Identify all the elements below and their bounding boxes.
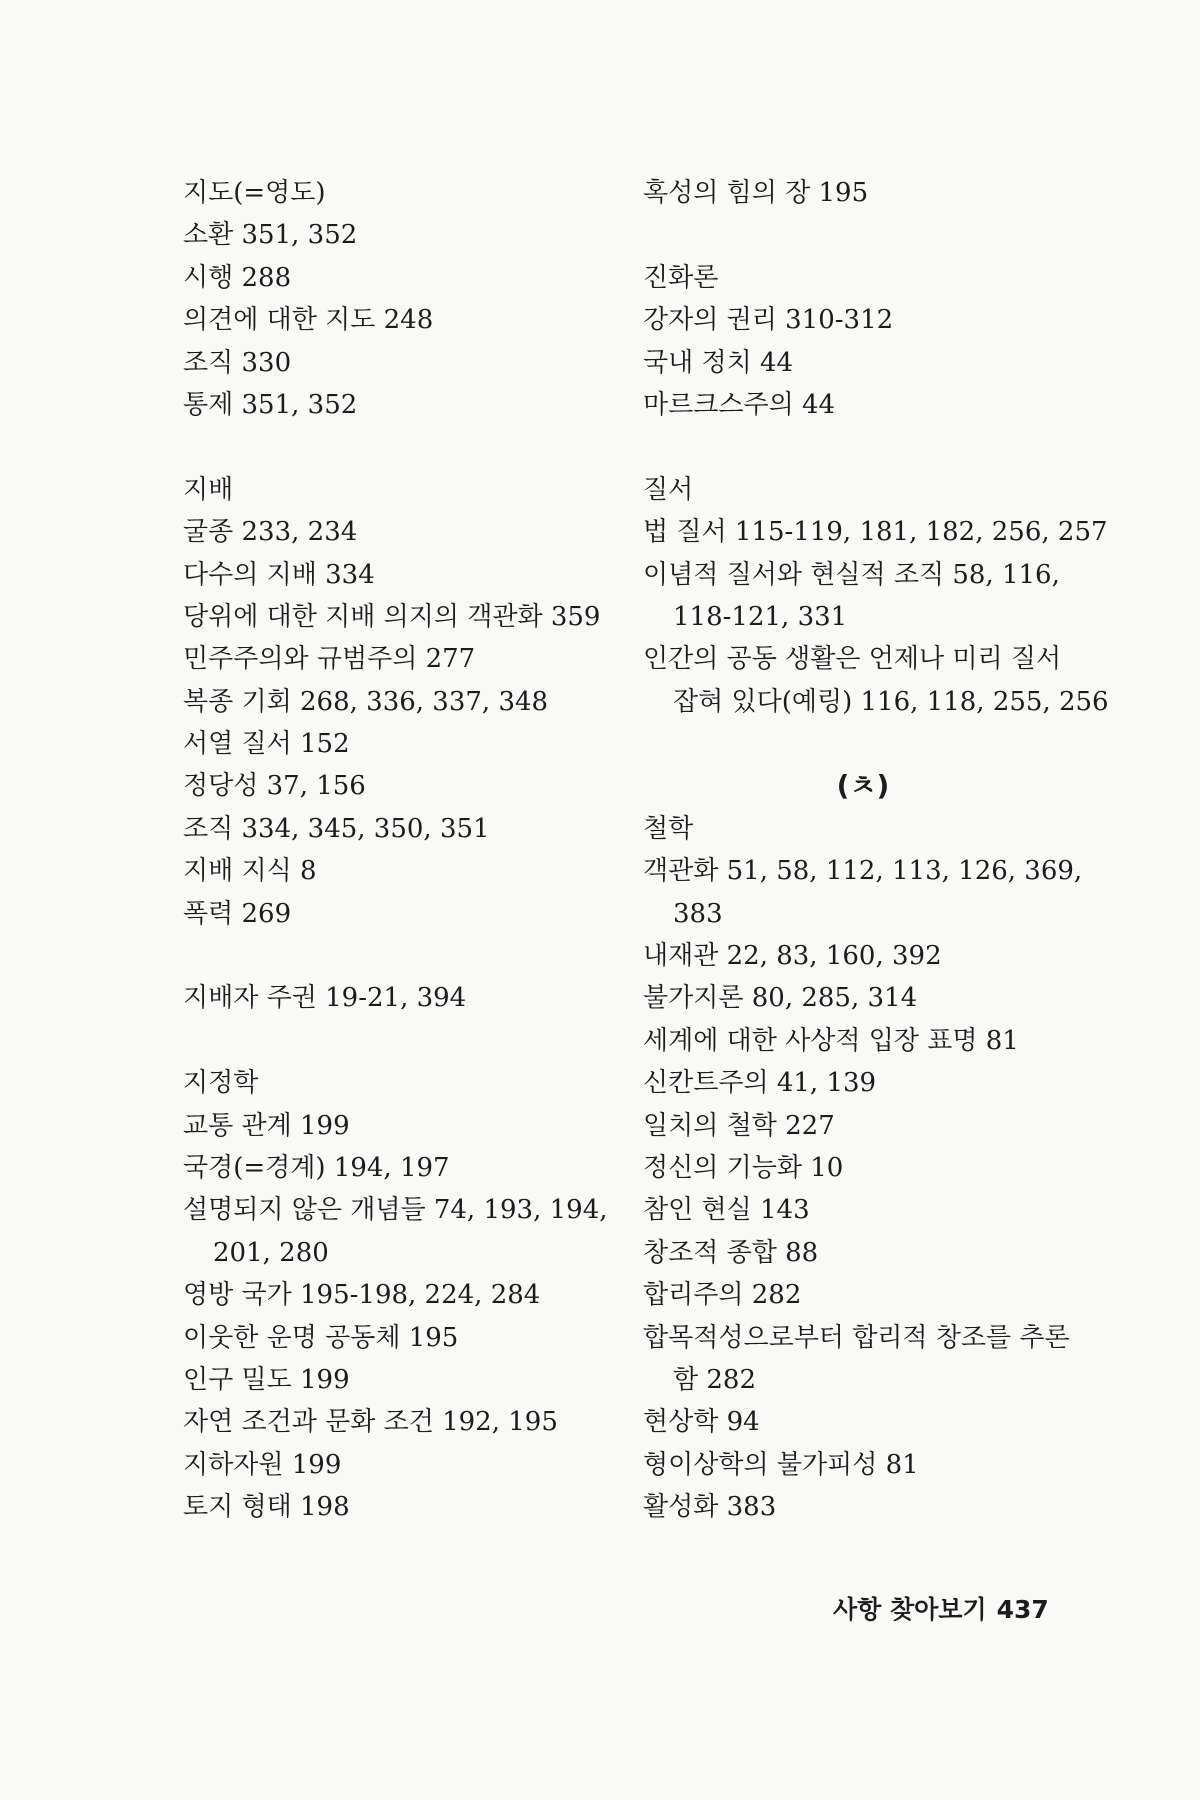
index-entry: 토지 형태 198 [183, 1492, 350, 1523]
index-heading: 지정학 [183, 1068, 259, 1099]
index-entry: 합리주의 282 [643, 1280, 802, 1311]
index-column-right [643, 172, 1109, 1529]
index-entry: 의견에 대한 지도 248 [183, 305, 434, 336]
index-entry: 교통 관계 199 [183, 1110, 350, 1141]
index-heading: 진화론 [643, 262, 719, 293]
index-entry-continuation: 잡혀 있다(예링) 116, 118, 255, 256 [673, 686, 1109, 717]
index-entry: 창조적 종합 88 [643, 1237, 819, 1268]
index-entry: 합목적성으로부터 합리적 창조를 추론 [643, 1322, 1070, 1353]
index-entry: 마르크스주의 44 [643, 389, 836, 420]
index-entry: 영방 국가 195-198, 224, 284 [183, 1280, 541, 1311]
index-entry: 일치의 철학 227 [643, 1110, 835, 1141]
index-entry: 인구 밀도 199 [183, 1364, 350, 1395]
index-entry-continuation: 118-121, 331 [673, 601, 848, 632]
index-entry: 객관화 51, 58, 112, 113, 126, 369, [643, 856, 1083, 887]
index-heading: 철학 [643, 813, 694, 844]
index-entry: 다수의 지배 334 [183, 559, 375, 590]
spacer [643, 723, 1083, 765]
index-heading: 질서 [643, 474, 694, 505]
index-column-left [183, 172, 623, 1529]
index-entry: 이웃한 운명 공동체 195 [183, 1322, 459, 1353]
index-entry: 당위에 대한 지배 의지의 객관화 359 [183, 601, 601, 632]
index-entry: 조직 334, 345, 350, 351 [183, 813, 490, 844]
footer-title: 사항 찾아보기 [833, 1595, 987, 1624]
index-entry: 지하자원 199 [183, 1449, 342, 1480]
index-entry: 폭력 269 [183, 898, 292, 929]
index-entry: 활성화 383 [643, 1492, 777, 1523]
page-number: 437 [996, 1595, 1049, 1624]
index-entry: 법 질서 115-119, 181, 182, 256, 257 [643, 517, 1108, 548]
index-entry: 조직 330 [183, 347, 292, 378]
index-entry: 소환 351, 352 [183, 220, 358, 251]
index-entry: 민주주의와 규범주의 277 [183, 644, 476, 675]
spacer [643, 214, 1083, 256]
spacer [183, 426, 623, 468]
index-entry-continuation: 201, 280 [213, 1237, 329, 1268]
index-entry: 정당성 37, 156 [183, 771, 366, 802]
index-entry: 인간의 공동 생활은 언제나 미리 질서 [643, 644, 1062, 675]
index-entry: 국내 정치 44 [643, 347, 794, 378]
index-heading: 지배자 주권 19-21, 394 [183, 983, 467, 1014]
index-entry: 국경(=경계) 194, 197 [183, 1152, 450, 1183]
index-entry: 서열 질서 152 [183, 729, 350, 760]
index-entry: 복종 기회 268, 336, 337, 348 [183, 686, 549, 717]
index-entry: 정신의 기능화 10 [643, 1152, 844, 1183]
index-entry: 굴종 233, 234 [183, 517, 358, 548]
index-heading: 지배 [183, 474, 234, 505]
index-entry: 참인 현실 143 [643, 1195, 810, 1226]
index-entry: 불가지론 80, 285, 314 [643, 983, 918, 1014]
index-entry: 통제 351, 352 [183, 389, 358, 420]
index-entry: 내재관 22, 83, 160, 392 [643, 941, 942, 972]
index-entry: 설명되지 않은 개념들 74, 193, 194, [183, 1195, 608, 1226]
spacer [183, 935, 623, 977]
index-entry: 자연 조건과 문화 조건 192, 195 [183, 1407, 558, 1438]
index-entry: 혹성의 힘의 장 195 [643, 178, 869, 208]
index-entry: 현상학 94 [643, 1407, 760, 1438]
index-heading: 지도(=영도) [183, 178, 326, 208]
index-entry-continuation: 함 282 [673, 1364, 757, 1395]
index-entry: 형이상학의 불가피성 81 [643, 1449, 919, 1480]
spacer [183, 1020, 623, 1062]
index-entry-continuation: 383 [673, 898, 723, 929]
spacer [643, 426, 1083, 468]
index-entry: 이념적 질서와 현실적 조직 58, 116, [643, 559, 1060, 590]
index-entry: 세계에 대한 사상적 입장 표명 81 [643, 1025, 1019, 1056]
index-entry: 시행 288 [183, 262, 292, 293]
index-entry: 신칸트주의 41, 139 [643, 1068, 877, 1099]
index-entry: 강자의 권리 310-312 [643, 305, 894, 336]
index-entry: 지배 지식 8 [183, 856, 317, 887]
section-letter: (ㅊ) [836, 769, 890, 803]
running-footer [833, 1590, 1049, 1626]
